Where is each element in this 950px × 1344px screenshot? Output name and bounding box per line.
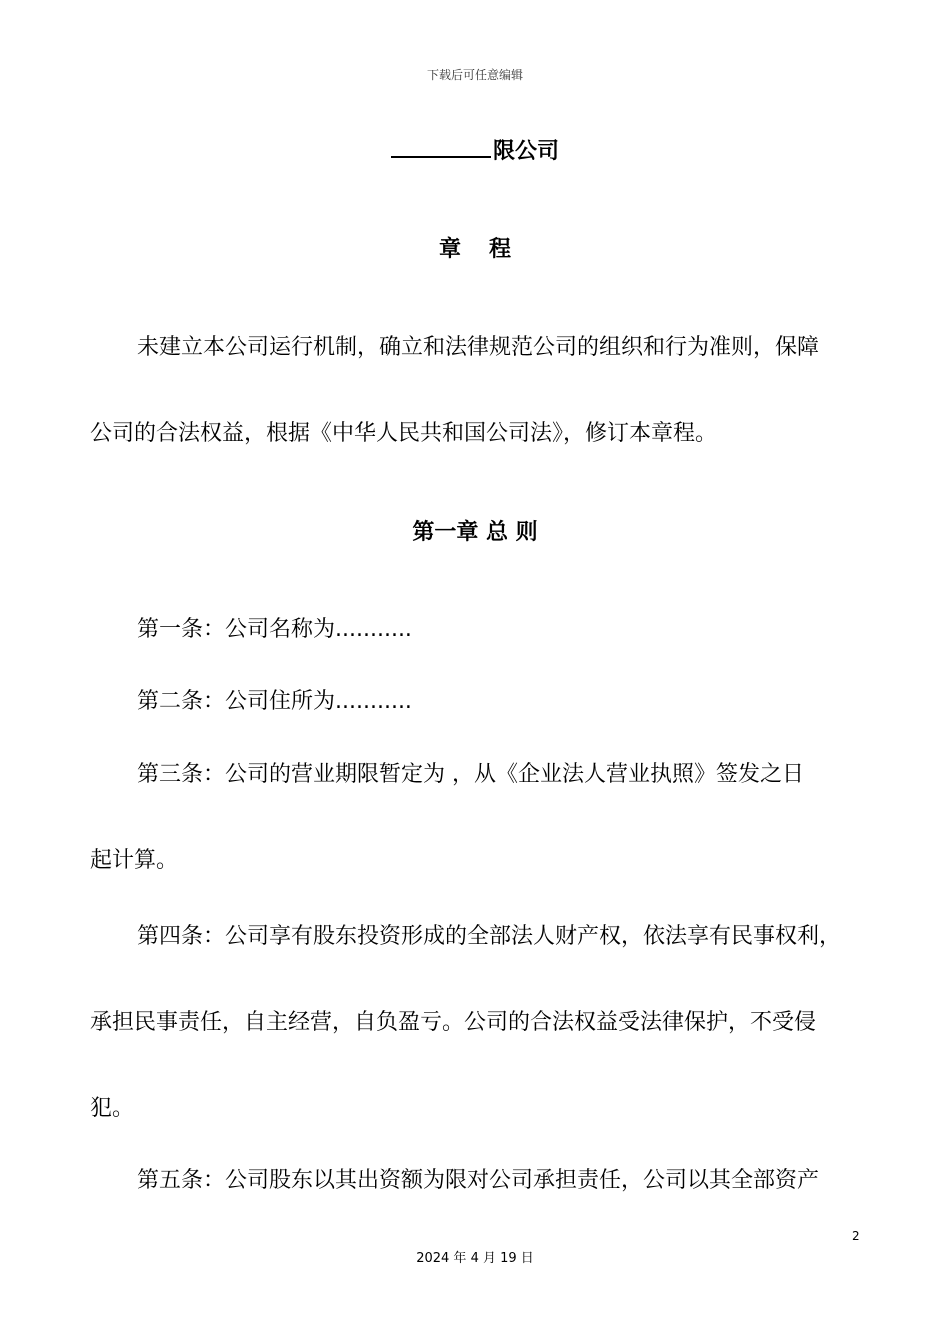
company-name-blank — [391, 136, 491, 158]
preamble-line-1: 未建立本公司运行机制，确立和法律规范公司的组织和行为准则，保障 — [137, 335, 820, 360]
company-title-suffix: 限公司 — [492, 139, 559, 164]
page-number: 2 — [852, 1229, 860, 1243]
article-4-line-2: 承担民事责任，自主经营，自负盈亏。公司的合法权益受法律保护，不受侵 — [90, 1010, 817, 1035]
article-5-line-1: 第五条：公司股东以其出资额为限对公司承担责任，公司以其全部资产 — [137, 1168, 820, 1193]
article-1: 第一条：公司名称为........... — [137, 617, 412, 642]
company-title — [0, 134, 950, 165]
footer-date: 2024 年 4 月 19 日 — [416, 1251, 534, 1266]
article-4-line-1: 第四条：公司享有股东投资形成的全部法人财产权，依法享有民事权利， — [137, 924, 842, 949]
article-3-line-2: 起计算。 — [90, 848, 179, 873]
header-note: 下载后可任意编辑 — [426, 68, 523, 82]
article-4-line-3: 犯。 — [90, 1096, 135, 1121]
preamble-line-2: 公司的合法权益，根据《中华人民共和国公司法》，修订本章程。 — [90, 421, 718, 446]
article-3-line-1: 第三条：公司的营业期限暂定为 ，从《企业法人营业执照》签发之日 — [137, 762, 804, 787]
chapter-title: 第一章 总 则 — [412, 520, 538, 545]
article-2: 第二条：公司住所为........... — [137, 689, 412, 714]
charter-title: 章程 — [438, 237, 539, 262]
